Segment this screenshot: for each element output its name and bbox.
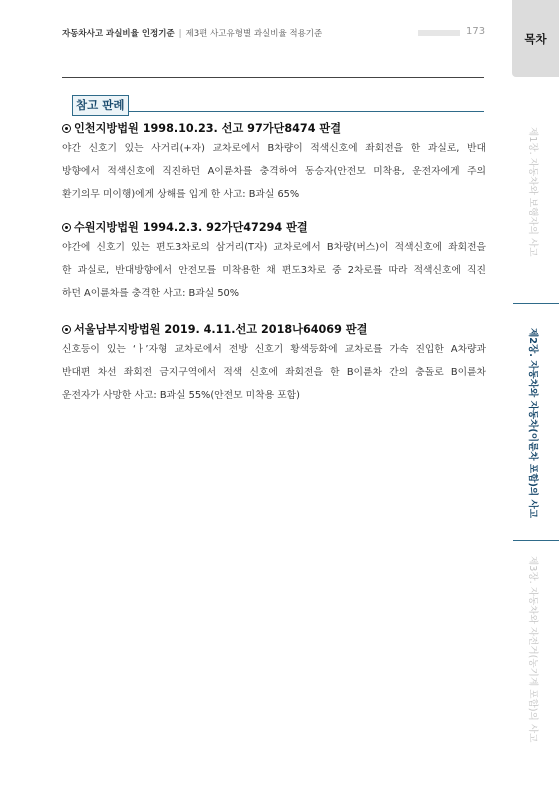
case-text-line: 방향에서 적색신호에 직진하던 A이륜차를 충격하여 동승자(안전모 미착용, 운전자에게 주의 xyxy=(62,166,486,177)
section-label: 참고 판례 xyxy=(72,95,129,116)
case-block xyxy=(62,322,486,407)
case-block xyxy=(62,121,486,206)
chapter-tab-2[interactable] xyxy=(510,304,559,539)
section-divider xyxy=(128,111,484,112)
case-text-line: 반대편 차선 좌회전 금지구역에서 적색 신호에 좌회전을 한 B이륜차 간의 충돌로 B이륜차 xyxy=(62,367,486,378)
chapter-label: 제3장. 자동차와 자전거(농기계 포함)의 사고 xyxy=(527,556,538,743)
chapter-label: 제1장. 자동차와 보행자의 사고 xyxy=(527,127,538,257)
bullet-icon xyxy=(62,223,71,232)
case-text-line: 운전자가 사망한 사고: B과실 55%(안전모 미착용 포함) xyxy=(62,390,300,401)
case-text-line: 환기의무 미이행)에게 상해를 입게 한 사고: B과실 65% xyxy=(62,189,300,200)
case-title-text: 인천지방법원 1998.10.23. 선고 97가단8474 판결 xyxy=(74,122,341,135)
bullet-icon xyxy=(62,325,71,334)
case-text-line: 신호등이 있는 ‘ㅏ’자형 교차로에서 전방 신호기 황색등화에 교차로를 가속 진입한 A차량과 xyxy=(62,344,486,355)
running-header xyxy=(62,27,322,39)
case-title-text: 서울남부지방법원 2019. 4.11.선고 2018나64069 판결 xyxy=(74,323,368,336)
case-title xyxy=(62,220,486,236)
header-separator: | xyxy=(178,29,182,39)
part-title: 제3편 사고유형별 과실비율 적용기준 xyxy=(185,29,323,39)
header-bar-decoration xyxy=(418,30,460,36)
case-text-line: 한 과실로, 반대방향에서 안전모를 미착용한 채 편도3차로 중 2차로를 따라 적색신호에 직진 xyxy=(62,265,486,276)
toc-tab[interactable]: 목차 xyxy=(512,0,559,77)
case-text-line: 야간에 신호기 있는 편도3차로의 삼거리(T자) 교차로에서 B차량(버스)이 적색신호에 좌회전을 xyxy=(62,242,486,253)
page-number: 173 xyxy=(466,26,486,37)
chapter-tab-3[interactable] xyxy=(510,540,559,793)
case-block xyxy=(62,220,486,305)
chapter-label: 제2장. 자동차와 자동차(이륜차 포함)의 사고 xyxy=(527,328,538,518)
case-title xyxy=(62,322,486,338)
case-text-line: 하던 A이륜차를 충격한 사고: B과실 50% xyxy=(62,288,240,299)
chapter-sidebar xyxy=(510,0,559,793)
case-title xyxy=(62,121,486,137)
chapter-tab-1[interactable] xyxy=(510,77,559,303)
bullet-icon xyxy=(62,124,71,133)
header-divider xyxy=(62,77,484,78)
case-text-line: 야간 신호기 있는 사거리(+자) 교차로에서 B차량이 적색신호에 좌회전을 한 과실로, 반대 xyxy=(62,143,486,154)
book-title: 자동차사고 과실비율 인정기준 xyxy=(62,29,175,39)
case-title-text: 수원지방법원 1994.2.3. 92가단47294 판결 xyxy=(74,221,308,234)
